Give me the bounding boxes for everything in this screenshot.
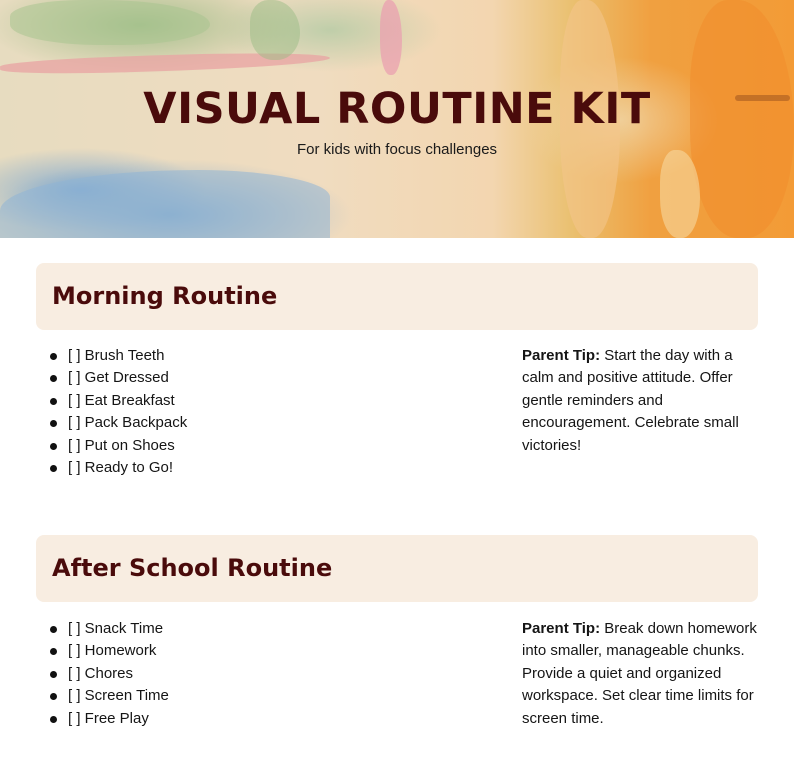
section-header-morning [36,263,758,330]
page-subtitle: For kids with focus challenges [296,141,498,158]
tip-label: Parent Tip: [522,347,601,364]
header-banner [0,0,794,238]
list-item: [ ] Brush Teeth [48,345,428,367]
parent-tip-morning [522,345,762,457]
section-title: After School Routine [52,554,333,582]
list-item: [ ] Put on Shoes [48,435,428,457]
paint-stroke [0,170,330,238]
list-item: [ ] Ready to Go! [48,457,428,479]
list-item: [ ] Free Play [48,708,428,730]
task-list-morning [48,345,428,479]
parent-tip-after-school [522,618,762,730]
tip-text: Start the day with a calm and positive attitude. Offer gentle reminders and encouragement. Celebrate small victories! [522,347,739,454]
paint-stroke [250,0,300,60]
list-item: [ ] Chores [48,663,428,685]
list-item: [ ] Screen Time [48,685,428,707]
tip-label: Parent Tip: [522,620,601,637]
list-item: [ ] Snack Time [48,618,428,640]
tip-text: Break down homework into smaller, manageable chunks. Provide a quiet and organized workspace. Set clear time limits for screen time. [522,620,757,727]
paint-stroke [10,0,210,45]
section-title: Morning Routine [52,282,278,310]
page-title: VISUAL ROUTINE KIT [143,84,651,134]
list-item: [ ] Eat Breakfast [48,390,428,412]
task-list-after-school [48,618,428,730]
list-item: [ ] Get Dressed [48,367,428,389]
section-header-after-school [36,535,758,602]
list-item: [ ] Homework [48,640,428,662]
paint-stroke [380,0,402,75]
list-item: [ ] Pack Backpack [48,412,428,434]
